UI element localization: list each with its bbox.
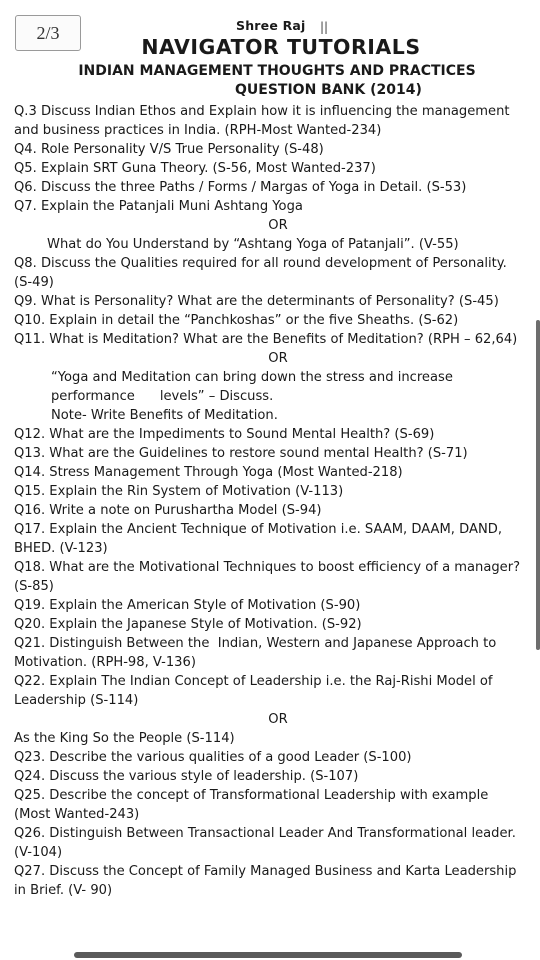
or-separator: OR — [268, 351, 288, 366]
question-item: Q22. Explain The Indian Concept of Leadership i.e. the Raj-Rishi Model of Leadership (S-114) — [14, 674, 493, 708]
question-item: Q15. Explain the Rin System of Motivation (V-113) — [14, 484, 344, 499]
question-item: Q13. What are the Guidelines to restore sound mental Health? (S-71) — [14, 446, 468, 461]
alternate-question: What do You Understand by “Ashtang Yoga of Patanjali”. (V-55) — [47, 237, 459, 252]
document-subtitle: INDIAN MANAGEMENT THOUGHTS AND PRACTICES — [78, 63, 476, 79]
question-item: Q6. Discuss the three Paths / Forms / Margas of Yoga in Detail. (S-53) — [14, 180, 467, 195]
question-item: Q9. What is Personality? What are the determinants of Personality? (S-45) — [14, 294, 499, 309]
question-item: Q17. Explain the Ancient Technique of Motivation i.e. SAAM, DAAM, DAND, BHED. (V-123) — [14, 522, 502, 556]
question-item: Q18. What are the Motivational Techniques to boost efficiency of a manager? (S-85) — [14, 560, 521, 594]
question-item: Q24. Discuss the various style of leadership. (S-107) — [14, 769, 359, 784]
question-item: Q5. Explain SRT Guna Theory. (S-56, Most Wanted-237) — [14, 161, 376, 176]
question-item: Q19. Explain the American Style of Motivation (S-90) — [14, 598, 361, 613]
question-item: Q.3 Discuss Indian Ethos and Explain how it is influencing the management and business practices in India. (RPH-Most Wanted-234) — [14, 104, 510, 138]
question-item: Q26. Distinguish Between Transactional Leader And Transformational leader.(V-104) — [14, 826, 516, 860]
question-item: Q11. What is Meditation? What are the Benefits of Meditation? (RPH – 62,64) — [14, 332, 518, 347]
institute-tagline: Shree Raj — [236, 18, 306, 33]
question-item: Q14. Stress Management Through Yoga (Most Wanted-218) — [14, 465, 403, 480]
question-item: Q7. Explain the Patanjali Muni Ashtang Yoga — [14, 199, 303, 214]
question-item: Q4. Role Personality V/S True Personality (S-48) — [14, 142, 324, 157]
question-item: Q23. Describe the various qualities of a good Leader (S-100) — [14, 750, 412, 765]
question-item: As the King So the People (S-114) — [14, 731, 235, 746]
question-item: Q25. Describe the concept of Transformational Leadership with example (Most Wanted-243) — [14, 788, 489, 822]
question-bank-heading: QUESTION BANK (2014) — [235, 82, 422, 98]
or-separator: OR — [268, 712, 288, 727]
question-list — [14, 102, 528, 900]
question-item: Q21. Distinguish Between the Indian, Western and Japanese Approach to Motivation. (RPH-98, V-136) — [14, 636, 497, 670]
page-indicator: 2/3 — [15, 15, 81, 51]
alternate-question: “Yoga and Meditation can bring down the stress and increase performance levels” – Discuss. — [51, 370, 453, 404]
question-item: Q12. What are the Impediments to Sound Mental Health? (S-69) — [14, 427, 435, 442]
home-indicator-bar[interactable] — [74, 952, 462, 958]
question-item: Q16. Write a note on Purushartha Model (S-94) — [14, 503, 322, 518]
vertical-scrollbar[interactable] — [536, 320, 540, 650]
header-mark: || — [320, 20, 329, 34]
document-title: NAVIGATOR TUTORIALS — [141, 35, 421, 59]
question-item: Q27. Discuss the Concept of Family Managed Business and Karta Leadership in Brief. (V- 90) — [14, 864, 517, 898]
question-item: Q8. Discuss the Qualities required for all round development of Personality. (S-49) — [14, 256, 507, 290]
alternate-question: Note- Write Benefits of Meditation. — [51, 408, 278, 423]
question-item: Q10. Explain in detail the “Panchkoshas” or the five Sheaths. (S-62) — [14, 313, 459, 328]
or-separator: OR — [268, 218, 288, 233]
question-item: Q20. Explain the Japanese Style of Motivation. (S-92) — [14, 617, 362, 632]
